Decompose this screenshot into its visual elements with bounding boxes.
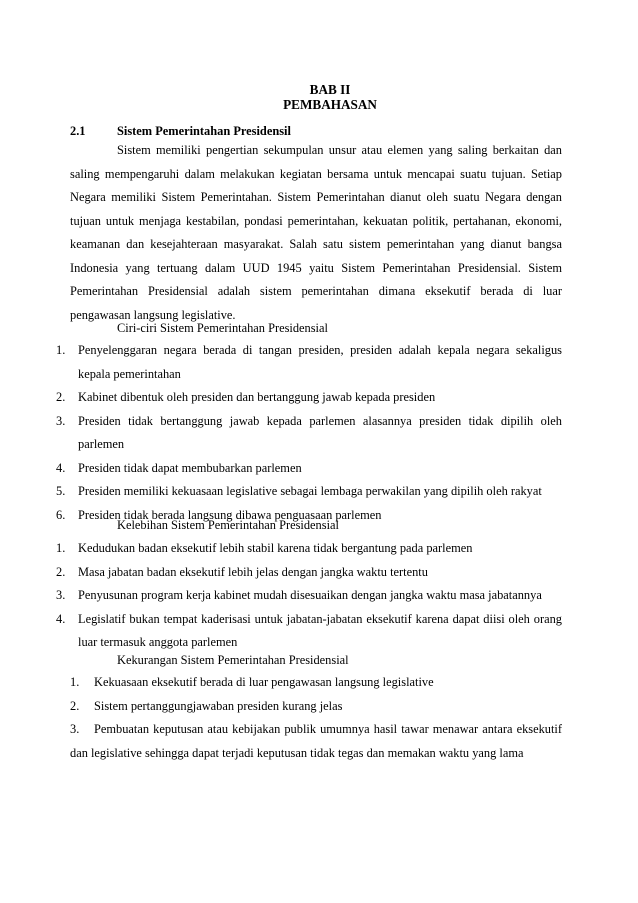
list-item: 3. Presiden tidak bertanggung jawab kepada parlemen alasannya presiden tidak dipilih oleh parlemen	[56, 413, 562, 451]
kekurangan-subheading: Kekurangan Sistem Pemerintahan Presidensial	[117, 653, 349, 667]
list-item: 3. Pembuatan keputusan atau kebijakan publik umumnya hasil tawar menawar antara eksekutif dan legislative sehingga dapat terjadi keputusan tidak tegas dan memakan waktu yang lama	[70, 722, 562, 760]
ciri-subheading: Ciri-ciri Sistem Pemerintahan Presidensial	[117, 321, 328, 335]
intro-paragraph: Sistem memiliki pengertian sekumpulan unsur atau elemen yang saling berkaitan dan saling mempengaruhi dalam melakukan kegiatan bersama untuk mencapai suatu tujuan. Setiap Negara memiliki Sistem Pemerintahan. Sistem Pemerintahan dianut oleh suatu Negara dengan tujuan untuk menjaga kestabilan, pondasi pemerintahan, kekuatan politik, pertahanan, ekonomi, keamanan dan kesejahteraan masyarakat. Salah satu sistem pemerintahan yang dianut bangsa Indonesia yang tertuang dalam UUD 1945 yaitu Sistem Pemerintahan Presidensial. Sistem Pemerintahan Presidensial adalah sistem pemerintahan dimana eksekutif berada di luar pengawasan langsung legislative.	[70, 143, 562, 322]
kelebihan-list	[0, 537, 562, 655]
list-item: 2. Masa jabatan badan eksekutif lebih jelas dengan jangka waktu tertentu	[56, 564, 428, 579]
chapter-title: PEMBAHASAN	[283, 97, 377, 112]
list-item: 4. Presiden tidak dapat membubarkan parlemen	[56, 460, 302, 475]
kelebihan-subheading: Kelebihan Sistem Pemerintahan Presidensial	[117, 518, 339, 532]
section-number: 2.1	[70, 124, 86, 138]
list-item: 2. Sistem pertanggungjawaban presiden kurang jelas	[70, 698, 343, 713]
ciri-list	[0, 339, 562, 527]
list-item: 3. Penyusunan program kerja kabinet mudah disesuaikan dengan jangka waktu masa jabatannya	[56, 588, 542, 602]
list-item: 2. Kabinet dibentuk oleh presiden dan bertanggung jawab kepada presiden	[56, 390, 436, 404]
list-item: 1. Kekuasaan eksekutif berada di luar pengawasan langsung legislative	[70, 675, 434, 689]
kekurangan-list	[70, 671, 562, 765]
chapter-number: BAB II	[309, 82, 351, 97]
list-item: 4. Legislatif bukan tempat kaderisasi untuk jabatan-jabatan eksekutif karena dapat diisi oleh orang luar termasuk anggota parlemen	[56, 611, 562, 649]
list-item: 6. Presiden tidak berada langsung dibawa penguasaan parlemen	[56, 507, 382, 522]
section-heading	[70, 123, 291, 139]
list-item: 1. Kedudukan badan eksekutif lebih stabil karena tidak bergantung pada parlemen	[56, 541, 473, 555]
section-title: Sistem Pemerintahan Presidensil	[117, 124, 291, 138]
list-item: 1. Penyelenggaran negara berada di tangan presiden, presiden adalah kepala negara sekaligus kepala pemerintahan	[56, 343, 562, 381]
list-item: 5. Presiden memiliki kekuasaan legislative sebagai lembaga perwakilan yang dipilih oleh rakyat	[56, 484, 542, 498]
